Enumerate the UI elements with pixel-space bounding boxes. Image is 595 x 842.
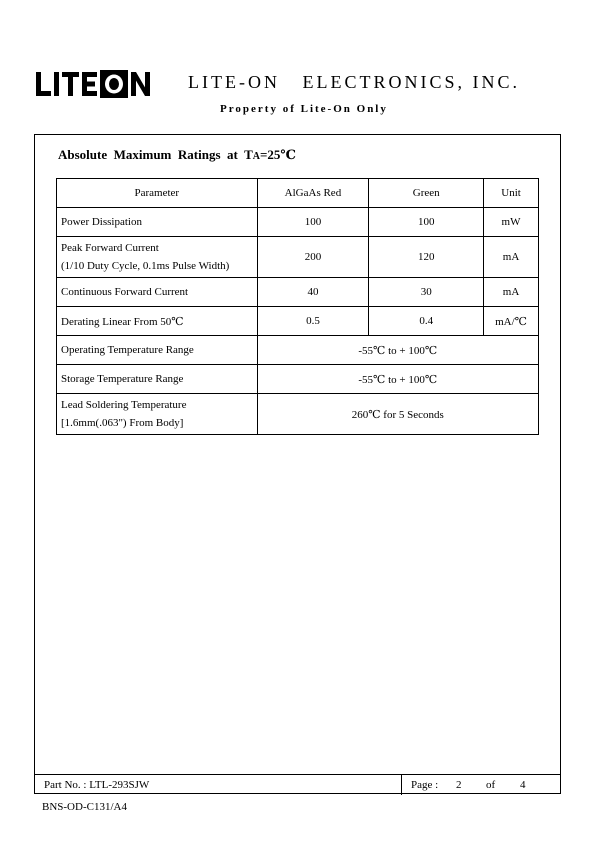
param-line-1: Peak Forward Current <box>61 242 159 254</box>
span-value-cell: -55℃ to + 100℃ <box>257 336 538 365</box>
unit-cell: mW <box>484 208 539 237</box>
param-line-2: (1/10 Duty Cycle, 0.1ms Pulse Width) <box>61 260 230 272</box>
document-number: BNS-OD-C131/A4 <box>42 801 127 813</box>
param-cell <box>57 237 258 278</box>
param-cell <box>57 394 258 435</box>
table-row <box>57 208 539 237</box>
table-header-row <box>57 179 539 208</box>
ratings-table <box>56 178 539 435</box>
table-row <box>57 365 539 394</box>
green-cell: 0.4 <box>369 307 484 336</box>
param-cell: Operating Temperature Range <box>57 336 258 365</box>
table-row <box>57 307 539 336</box>
param-cell: Continuous Forward Current <box>57 278 258 307</box>
param-cell: Power Dissipation <box>57 208 258 237</box>
header-algaas-red: AlGaAs Red <box>257 179 369 208</box>
header-green: Green <box>369 179 484 208</box>
param-line-1: Lead Soldering Temperature <box>61 399 187 411</box>
unit-cell: mA <box>484 278 539 307</box>
section-title-prefix: Absolute Maximum Ratings at T <box>58 147 253 162</box>
param-cell: Derating Linear From 50℃ <box>57 307 258 336</box>
part-number: Part No. : LTL-293SJW <box>44 779 150 791</box>
page-total: 4 <box>520 779 526 791</box>
section-title-subscript: A <box>252 151 261 162</box>
span-value-cell: 260℃ for 5 Seconds <box>257 394 538 435</box>
of-label: of <box>486 779 496 791</box>
header-unit: Unit <box>484 179 539 208</box>
company-name: LITE-ON ELECTRONICS, INC. <box>188 72 520 92</box>
red-cell: 100 <box>257 208 369 237</box>
liteon-logo <box>36 70 152 98</box>
table-row <box>57 394 539 435</box>
footer-divider <box>401 775 402 795</box>
red-cell: 0.5 <box>257 307 369 336</box>
page-label: Page : <box>411 779 439 791</box>
footer-bar <box>34 774 561 794</box>
param-cell: Storage Temperature Range <box>57 365 258 394</box>
unit-cell: mA/℃ <box>484 307 539 336</box>
table-row <box>57 278 539 307</box>
table-row <box>57 336 539 365</box>
section-title <box>58 147 296 163</box>
table-row <box>57 237 539 278</box>
unit-cell: mA <box>484 237 539 278</box>
span-value-cell: -55℃ to + 100℃ <box>257 365 538 394</box>
green-cell: 100 <box>369 208 484 237</box>
header-parameter: Parameter <box>57 179 258 208</box>
green-cell: 120 <box>369 237 484 278</box>
page-number: 2 <box>456 779 462 791</box>
red-cell: 40 <box>257 278 369 307</box>
green-cell: 30 <box>369 278 484 307</box>
param-line-2: [1.6mm(.063") From Body] <box>61 417 184 429</box>
section-title-suffix: =25℃ <box>260 147 297 162</box>
red-cell: 200 <box>257 237 369 278</box>
property-notice: Property of Lite-On Only <box>220 103 388 115</box>
